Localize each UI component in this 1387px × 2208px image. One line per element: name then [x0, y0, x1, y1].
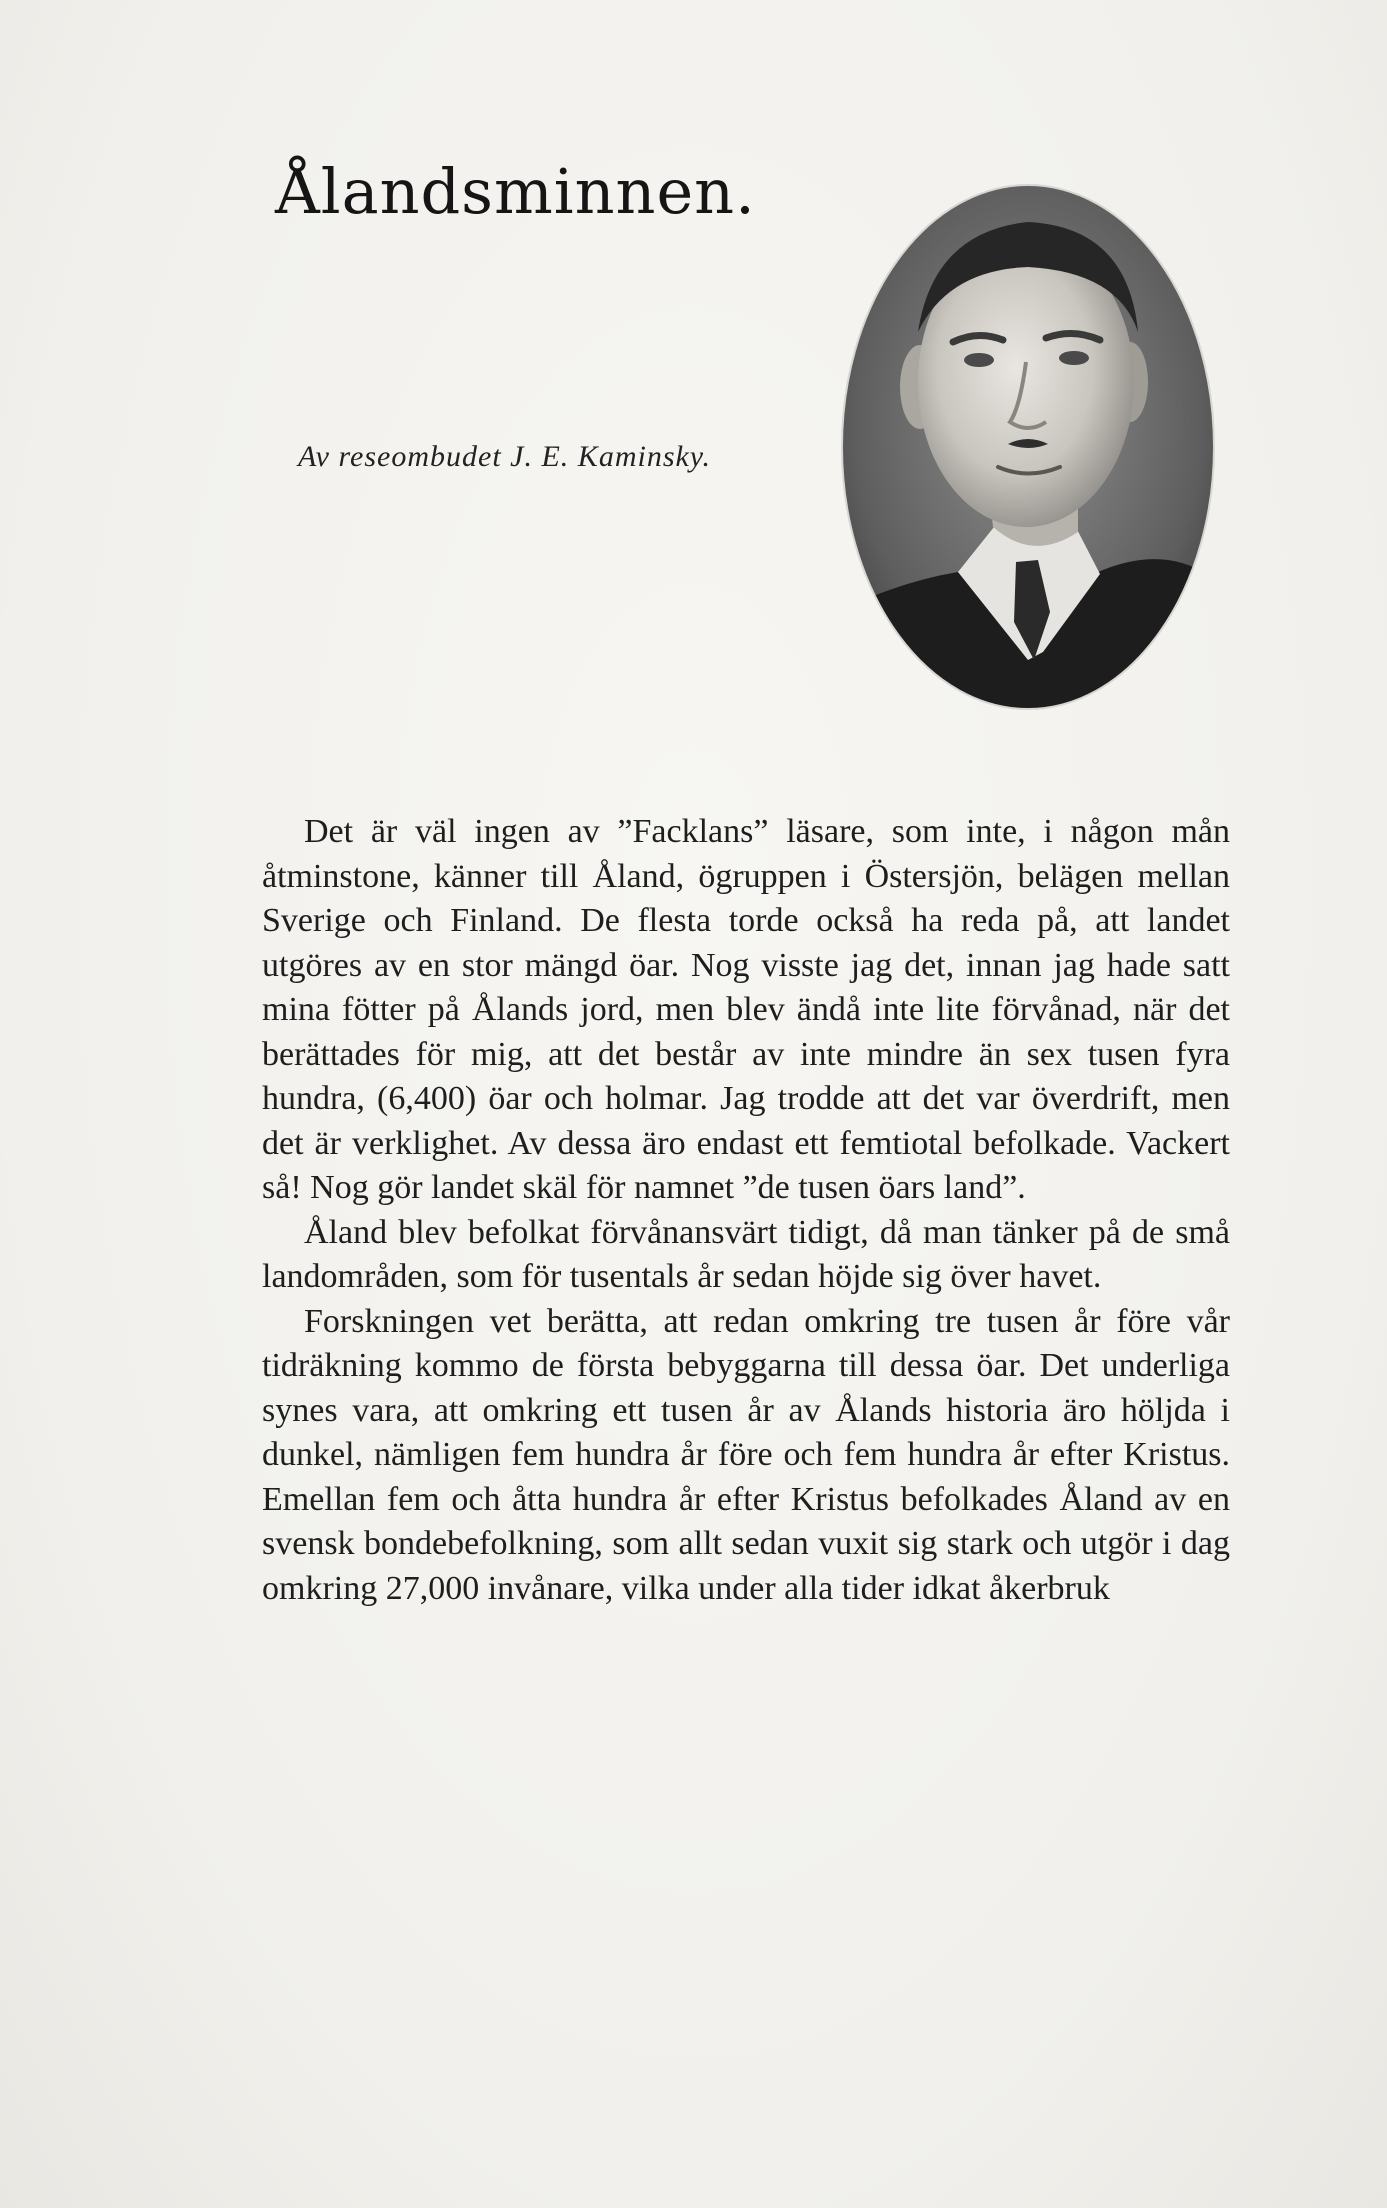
paragraph-3: Forskningen vet berätta, att redan omkring tre tusen år före vår tidräkning kommo de första bebyggarna till dessa öar. Det underliga synes vara, att omkring ett tusen år av Ålands historia äro höljda i dunkel, nämligen fem hundra år före och fem hundra år efter Kristus. Emellan fem och åtta hundra år efter Kristus befolkades Åland av en svensk bondebefolkning, som allt sedan vuxit sig stark och utgör i dag omkring 27,000 invånare, vilka under alla tider idkat åkerbruk: [262, 1302, 1230, 1607]
article-title: Ålandsminnen.: [275, 155, 756, 228]
article-byline: Av reseombudet J. E. Kaminsky.: [298, 440, 711, 473]
author-portrait: [838, 182, 1218, 712]
paragraph-2: Åland blev befolkat förvånansvärt tidigt, då man tänker på de små landområden, som för tusentals år sedan höjde sig över havet.: [262, 1213, 1230, 1295]
article-body: [262, 810, 1230, 1611]
paragraph-1: Det är väl ingen av ”Facklans” läsare, som inte, i någon mån åtminstone, känner till Åland, ögruppen i Östersjön, belägen mellan Sverige och Finland. De flesta torde också ha reda på, att landet utgöres av en stor mängd öar. Nog visste jag det, innan jag hade satt mina fötter på Ålands jord, men blev ändå inte lite förvånad, när det berättades för mig, att det består av inte mindre än sex tusen fyra hundra, (6,400) öar och holmar. Jag trodde att det var överdrift, men det är verklighet. Av dessa äro endast ett femtiotal befolkade. Vackert så! Nog gör landet skäl för namnet ”de tusen öars land”.: [262, 813, 1230, 1206]
